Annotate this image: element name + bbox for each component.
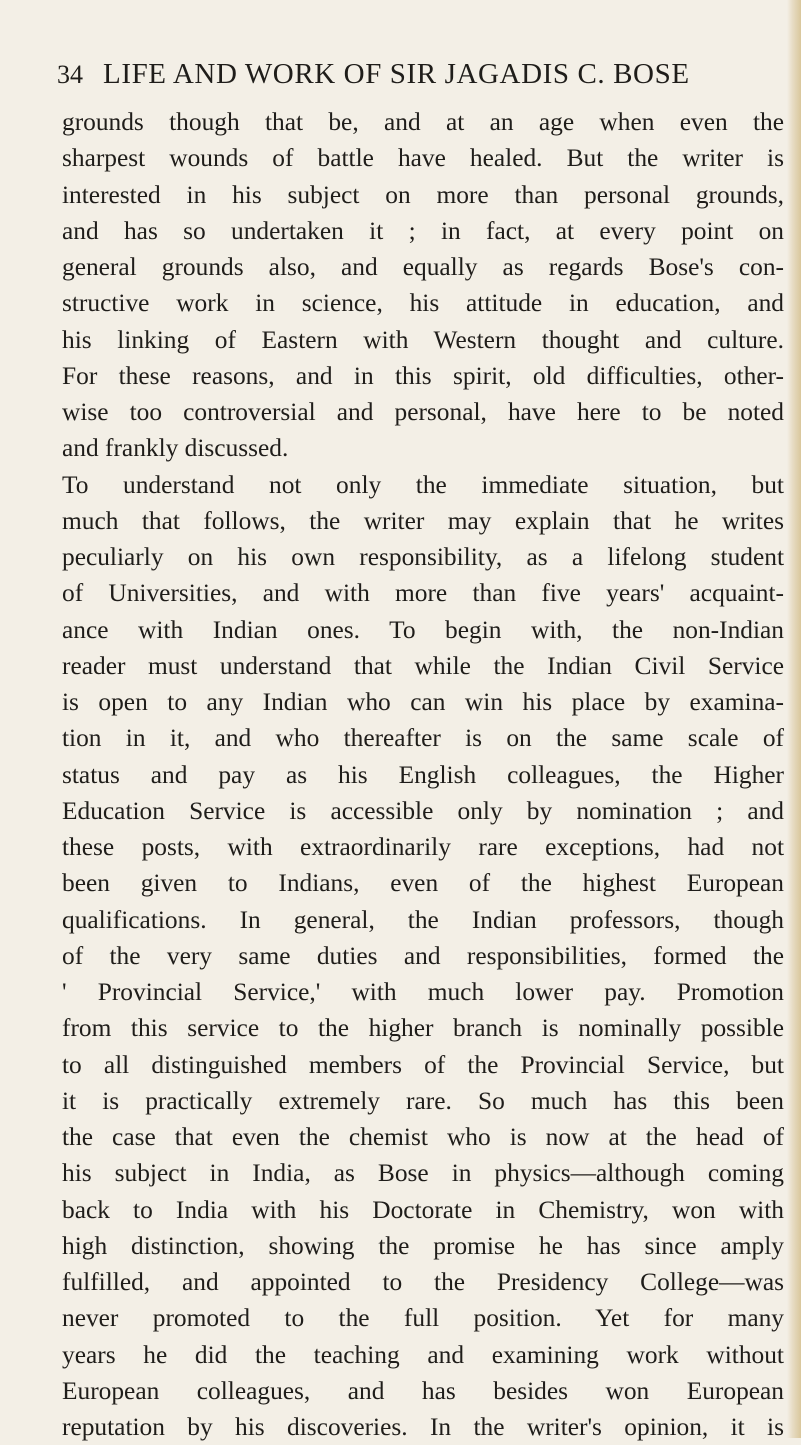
text-line: reputation by his discoveries. In the writer's opinion, it is	[62, 1413, 784, 1441]
text-line: never promoted to the full position. Yet for many	[62, 1304, 784, 1333]
text-line: ance with Indian ones. To begin with, the non-Indian	[62, 615, 784, 644]
running-title: LIFE AND WORK OF SIR JAGADIS C. BOSE	[103, 58, 690, 90]
text-line: back to India with his Doctorate in Chemistry, won with	[62, 1195, 784, 1224]
text-line: from this service to the higher branch is nominally possible	[62, 1014, 784, 1043]
text-line: of the very same duties and responsibilities, formed the	[62, 941, 784, 970]
text-line: For these reasons, and in this spirit, old difficulties, other-	[62, 361, 784, 390]
text-line: grounds though that be, and at an age when even the	[62, 108, 784, 136]
text-line: the case that even the chemist who is now at the head of	[62, 1123, 784, 1151]
text-line: and has so undertaken it ; in fact, at every point on	[62, 216, 784, 245]
page-edge	[787, 0, 801, 1438]
text-line: his subject in India, as Bose in physics—although coming	[62, 1159, 784, 1188]
text-line: peculiarly on his own responsibility, as a lifelong student	[62, 543, 784, 571]
text-line: tion in it, and who thereafter is on the same scale of	[62, 724, 784, 753]
text-line: status and pay as his English colleagues, the Higher	[62, 760, 784, 789]
text-line: Education Service is accessible only by nomination ; and	[62, 796, 784, 825]
text-line: general grounds also, and equally as regards Bose's con-	[62, 253, 784, 281]
text-line: been given to Indians, even of the highest European	[62, 869, 784, 898]
text-line: and frankly discussed.	[62, 434, 289, 463]
text-line: interested in his subject on more than personal grounds,	[62, 180, 784, 209]
text-line: wise too controversial and personal, have here to be noted	[62, 398, 784, 426]
text-line: of Universities, and with more than five years' acquaint-	[62, 579, 784, 608]
text-line: sharpest wounds of battle have healed. But the writer is	[62, 144, 784, 173]
body-text	[62, 104, 784, 1445]
text-line: European colleagues, and has besides won European	[62, 1376, 784, 1405]
text-line: it is practically extremely rare. So much has this been	[62, 1086, 784, 1115]
text-line: his linking of Eastern with Western thought and culture.	[62, 325, 784, 354]
text-line: years he did the teaching and examining work without	[62, 1340, 784, 1369]
text-line: reader must understand that while the Indian Civil Service	[62, 651, 784, 680]
text-line: much that follows, the writer may explain that he writes	[62, 506, 784, 535]
text-line: fulfilled, and appointed to the Presidency College—was	[62, 1268, 784, 1296]
text-line: is open to any Indian who can win his place by examina-	[62, 688, 784, 716]
text-line: structive work in science, his attitude in education, and	[62, 289, 784, 318]
text-line: to all distinguished members of the Provincial Service, but	[62, 1050, 784, 1079]
text-line: these posts, with extraordinarily rare exceptions, had not	[62, 833, 784, 861]
text-line: ' Provincial Service,' with much lower pay. Promotion	[62, 978, 784, 1006]
page-number: 34	[57, 60, 83, 89]
text-line: To understand not only the immediate situation, but	[62, 470, 784, 499]
running-head	[57, 58, 757, 98]
text-line: high distinction, showing the promise he has since amply	[62, 1231, 784, 1260]
text-line: qualifications. In general, the Indian professors, though	[62, 905, 784, 934]
